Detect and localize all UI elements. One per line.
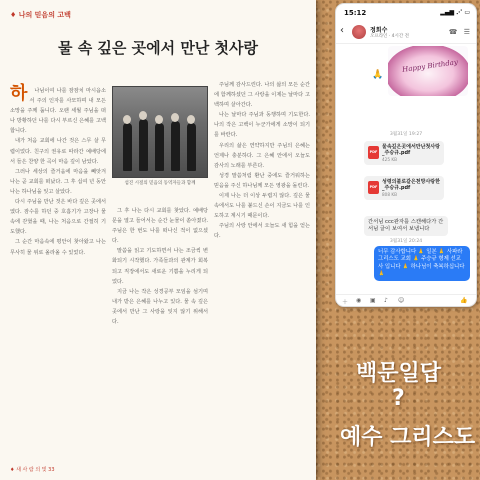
call-menu-icon[interactable]: ☎ ☰ xyxy=(448,28,472,36)
emoji-icon[interactable]: ☺ xyxy=(398,297,405,304)
file-size: 808 KB xyxy=(382,192,397,197)
chat-header xyxy=(336,22,476,44)
status-bar xyxy=(336,4,476,22)
caption-line-1: 백문일답 xyxy=(356,361,442,386)
group-photo xyxy=(112,86,208,178)
camera-icon[interactable]: ◉ xyxy=(356,297,362,304)
photo-caption: 섬진 시절의 믿음의 동역자들과 함께 xyxy=(124,181,196,186)
file-size: 425 KB xyxy=(382,157,397,162)
add-icon[interactable]: ＋ xyxy=(342,299,349,306)
praying-hands-icon: 🙏 xyxy=(372,70,384,80)
article-paragraph: 주님께 감사드린다. 나의 삶의 모든 순간에 함께하셨던 그 사랑을 이제는 날마다 고백하며 살아간다. xyxy=(214,82,310,109)
file-name: 물속깊은곳에서만난첫사랑_주승규.pdf xyxy=(382,144,440,157)
file-attachment-1[interactable] xyxy=(364,141,444,165)
article-column-1 xyxy=(10,83,106,258)
article-column-2 xyxy=(112,206,208,327)
file-attachment-2[interactable] xyxy=(364,176,444,200)
like-icon[interactable]: 👍 xyxy=(460,297,468,304)
article-paragraph: 나는 날마다 주님과 동행하며 기도한다. 나의 작은 고백이 누군가에게 소망이 되기를 바란다. xyxy=(214,112,310,139)
article-paragraph: 하 나님이여 나를 잠잠치 마시옵소서 주의 인자를 사모하며 내 모든 소망을 주께 둡니다. 오랜 세월 주님을 떠나 방황하던 나를 다시 부르신 은혜를 고백합니다. xyxy=(10,83,106,135)
article-title: 물 속 깊은 곳에서 만난 첫사랑 xyxy=(58,39,258,57)
back-arrow-icon[interactable]: ‹ xyxy=(340,25,344,36)
article-paragraph: 성경 말씀처럼 환난 중에도 즐거워하는 믿음을 주신 하나님께 모든 영광을 돌린다. xyxy=(214,172,310,189)
article-paragraph: 주님의 사랑 안에서 오늘도 새 힘을 얻는다. xyxy=(214,223,310,240)
article-paragraph: 그러나 세상의 즐거움에 마음을 빼앗겨 나는 곧 교회를 떠났다. 그 후 십여 년 동안 나는 하나님을 잊고 살았다. xyxy=(10,168,106,195)
article-paragraph: 말씀을 읽고 기도하면서 나는 조금씩 변화되기 시작했다. 가족들과의 관계가 회복되고 직장에서도 새로운 기쁨을 누리게 되었다. xyxy=(112,248,208,285)
article-paragraph: 지금 나는 작은 성경공부 모임을 섬기며 내가 받은 은혜를 나누고 있다. 물 속 깊은 곳에서 만난 그 사랑을 잊지 않기 위해서다. xyxy=(112,288,208,326)
image-icon[interactable]: ▣ xyxy=(370,297,376,304)
article-paragraph: 우리의 삶은 연약하지만 주님의 은혜는 언제나 충분하다. 그 은혜 안에서 오늘도 감사의 노래를 부른다. xyxy=(214,142,310,169)
message-composer xyxy=(336,294,476,306)
page-footer: ♦ 새 사 람 의 빛 33 xyxy=(10,467,55,473)
cake-lettering: Happy Birthday xyxy=(401,58,459,74)
phone-chat-screenshot xyxy=(336,4,476,306)
message-timestamp: 3월31일 19:27 xyxy=(389,132,423,137)
article-paragraph: 내가 처음 교회에 나간 것은 스무 살 무렵이었다. 친구의 권유로 따라간 예배당에서 들은 찬양 한 곡이 마음 깊이 남았다. xyxy=(10,138,106,165)
pdf-icon: PDF xyxy=(368,181,379,194)
article-paragraph: 이제 나는 더 이상 두렵지 않다. 깊은 물 속에서도 나를 붙드신 손이 지금도 나를 인도하고 계시기 때문이다. xyxy=(214,193,310,220)
article-paragraph: 그 후 나는 다시 교회를 찾았다. 예배당 문을 열고 들어서는 순간 눈물이 쏟아졌다. 주님은 한 번도 나를 떠나신 적이 없으셨다. xyxy=(112,208,208,245)
outgoing-message[interactable]: 너무 감사합니다 🙏 일본 🙏 사파라 그리스도 교회 🙏 주승규 형제 선교사 입니다 🙏 하나님이 축복하십니다 🙏 xyxy=(374,246,470,281)
article-paragraph: 그 순간 마음속에 평안이 찾아왔고 나는 무사히 물 위로 올라올 수 있었다. xyxy=(10,239,106,256)
contact-name: 정회수 xyxy=(370,27,388,34)
caption-line-2: ? xyxy=(392,386,405,411)
birthday-cake-image[interactable] xyxy=(388,46,468,96)
file-name: 성령의불로같은천망사랑한_주승규.pdf xyxy=(382,179,440,192)
incoming-message[interactable]: 간서님 ccc관자를 스캔해다가 간서님 글이 보여서 보냅니다 xyxy=(364,216,448,236)
status-time: 15:12 xyxy=(344,9,367,17)
mic-icon[interactable]: ♪ xyxy=(384,297,388,304)
avatar[interactable] xyxy=(352,25,366,39)
cake-photo xyxy=(388,46,468,96)
article-column-3 xyxy=(214,80,310,242)
article-paragraph: 다시 주님을 만난 것은 바다 깊은 곳에서였다. 잠수를 하던 중 호흡기가 고장나 물 속에 갇혔을 때, 나는 처음으로 간절히 기도했다. xyxy=(10,199,106,236)
page-section-header: ♦ 나의 믿음의 고백 xyxy=(10,11,71,19)
caption-line-3: 예수 그리스도 xyxy=(340,425,476,450)
pdf-icon: PDF xyxy=(368,146,379,159)
contact-status: 오프라인 · 4시간 전 xyxy=(370,34,410,39)
message-timestamp: 3월31일 20:24 xyxy=(389,239,423,244)
drop-cap: 하 xyxy=(10,83,28,104)
signal-battery-icon: ▂▄▆ ⋰ ▭ xyxy=(440,9,470,16)
